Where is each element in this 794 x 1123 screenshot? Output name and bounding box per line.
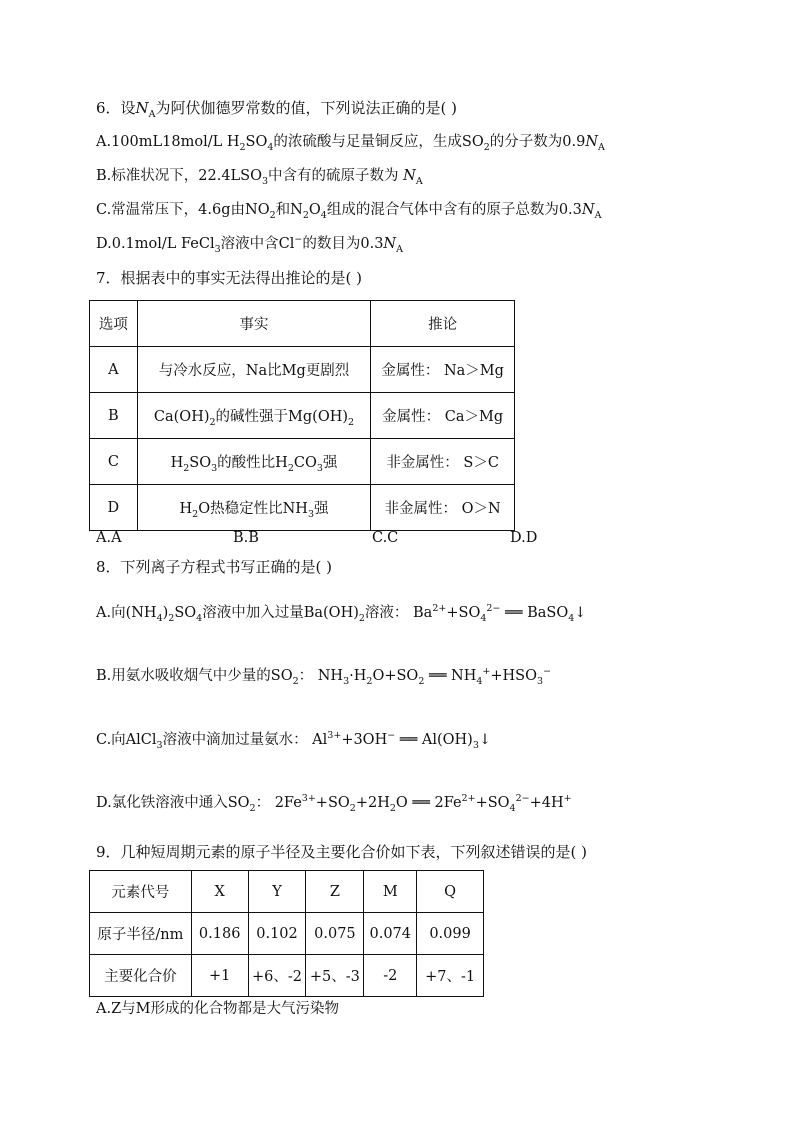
header-cell: 元素代号	[90, 871, 192, 913]
q9-option-a: A.Z与M形成的化合物都是大气污染物	[96, 1001, 340, 1017]
option-cell: D	[90, 485, 138, 531]
header-cell: 事实	[137, 301, 371, 347]
header-cell: 选项	[90, 301, 138, 347]
q8-option-c: C.向AlCl$_3$溶液中滴加过量氨水： $Al^{3+}+3OH^-$ ══ $Al(OH)_3↓$	[96, 730, 492, 751]
fact-cell: $Ca(OH)_2$的碱性强于$Mg(OH)_2$	[137, 393, 371, 439]
table-header-row	[90, 301, 515, 347]
q7-choice-c: C.C	[372, 530, 399, 546]
value-cell: 0.102	[248, 913, 306, 955]
value-cell: +5、-3	[306, 955, 364, 997]
q7-choice-a: A.A	[96, 530, 122, 546]
value-cell: 0.075	[306, 913, 364, 955]
value-cell: +7、-1	[417, 955, 484, 997]
q7-choice-d: D.D	[510, 530, 538, 546]
table-row	[90, 955, 484, 997]
header-cell: Z	[306, 871, 364, 913]
fact-cell: $H_2SO_3$的酸性比$H_2CO_3$强	[137, 439, 371, 485]
table-row	[90, 347, 515, 393]
option-cell: B	[90, 393, 138, 439]
value-cell: 0.186	[191, 913, 248, 955]
q8-stem: 8．下列离子方程式书写正确的是( )	[96, 558, 333, 576]
table-row	[90, 913, 484, 955]
header-cell: 推论	[371, 301, 515, 347]
inference-cell: 非金属性： O＞N	[371, 485, 515, 531]
header-cell: Y	[248, 871, 306, 913]
q7-stem: 7．根据表中的事实无法得出推论的是( )	[96, 269, 363, 287]
header-cell: M	[364, 871, 417, 913]
inference-cell: 金属性： Na＞Mg	[371, 347, 515, 393]
inference-cell: 非金属性： S＞C	[371, 439, 515, 485]
q7-table	[89, 300, 515, 531]
value-cell: +1	[191, 955, 248, 997]
value-cell: -2	[364, 955, 417, 997]
row-label-cell: 原子半径/nm	[90, 913, 192, 955]
q8-option-a: A.向$(NH_4)_2SO_4$溶液中加入过量$Ba(OH)_2$溶液： $Ba^{2+}+SO_4^{2-}$ ══ BaSO$_4$↓	[96, 603, 587, 624]
option-cell: C	[90, 439, 138, 485]
q8-option-d: D.氯化铁溶液中通入$SO_2$： $2Fe^{3+}+SO_2+2H_2O$ ══ $2Fe^{2+}+SO_4^{2-}+4H^+$	[96, 793, 572, 814]
header-cell: X	[191, 871, 248, 913]
table-row	[90, 439, 515, 485]
q8-option-b: B.用氨水吸收烟气中少量的$SO_2$： $NH_3\cdot H_2O+SO_2$ ══ $NH_4^++HSO_3^-$	[96, 666, 552, 687]
value-cell: 0.099	[417, 913, 484, 955]
q6-option-c: C.常温常压下，4.6g由$NO_2$和$N_2O_4$组成的混合气体中含有的原子总数为$0.3N_A$	[96, 202, 602, 221]
q7-choice-b: B.B	[233, 530, 259, 546]
q9-stem: 9．几种短周期元素的原子半径及主要化合价如下表，下列叙述错误的是( )	[96, 843, 588, 861]
fact-cell: $H_2O$热稳定性比$NH_3$强	[137, 485, 371, 531]
q6-option-a: A.100mL18mol/L $H_2SO_4$的浓硫酸与足量铜反应，生成$SO_2$的分子数为$0.9N_A$	[96, 134, 605, 153]
value-cell: +6、-2	[248, 955, 306, 997]
q6-stem: 6．设$N_A$为阿伏伽德罗常数的值，下列说法正确的是( )	[96, 99, 458, 120]
value-cell: 0.074	[364, 913, 417, 955]
fact-cell: 与冷水反应，Na比Mg更剧烈	[137, 347, 371, 393]
inference-cell: 金属性： Ca＞Mg	[371, 393, 515, 439]
table-header-row	[90, 871, 484, 913]
table-row	[90, 393, 515, 439]
q6-option-d: D.0.1mol/L FeCl$_3$溶液中含Cl−的数目为$0.3N_A$	[96, 234, 403, 255]
q9-table	[89, 870, 484, 997]
table-row	[90, 485, 515, 531]
header-cell: Q	[417, 871, 484, 913]
row-label-cell: 主要化合价	[90, 955, 192, 997]
q6-option-b: B.标准状况下，$22.4LSO_3$中含有的硫原子数为 $N_A$	[96, 168, 423, 187]
option-cell: A	[90, 347, 138, 393]
